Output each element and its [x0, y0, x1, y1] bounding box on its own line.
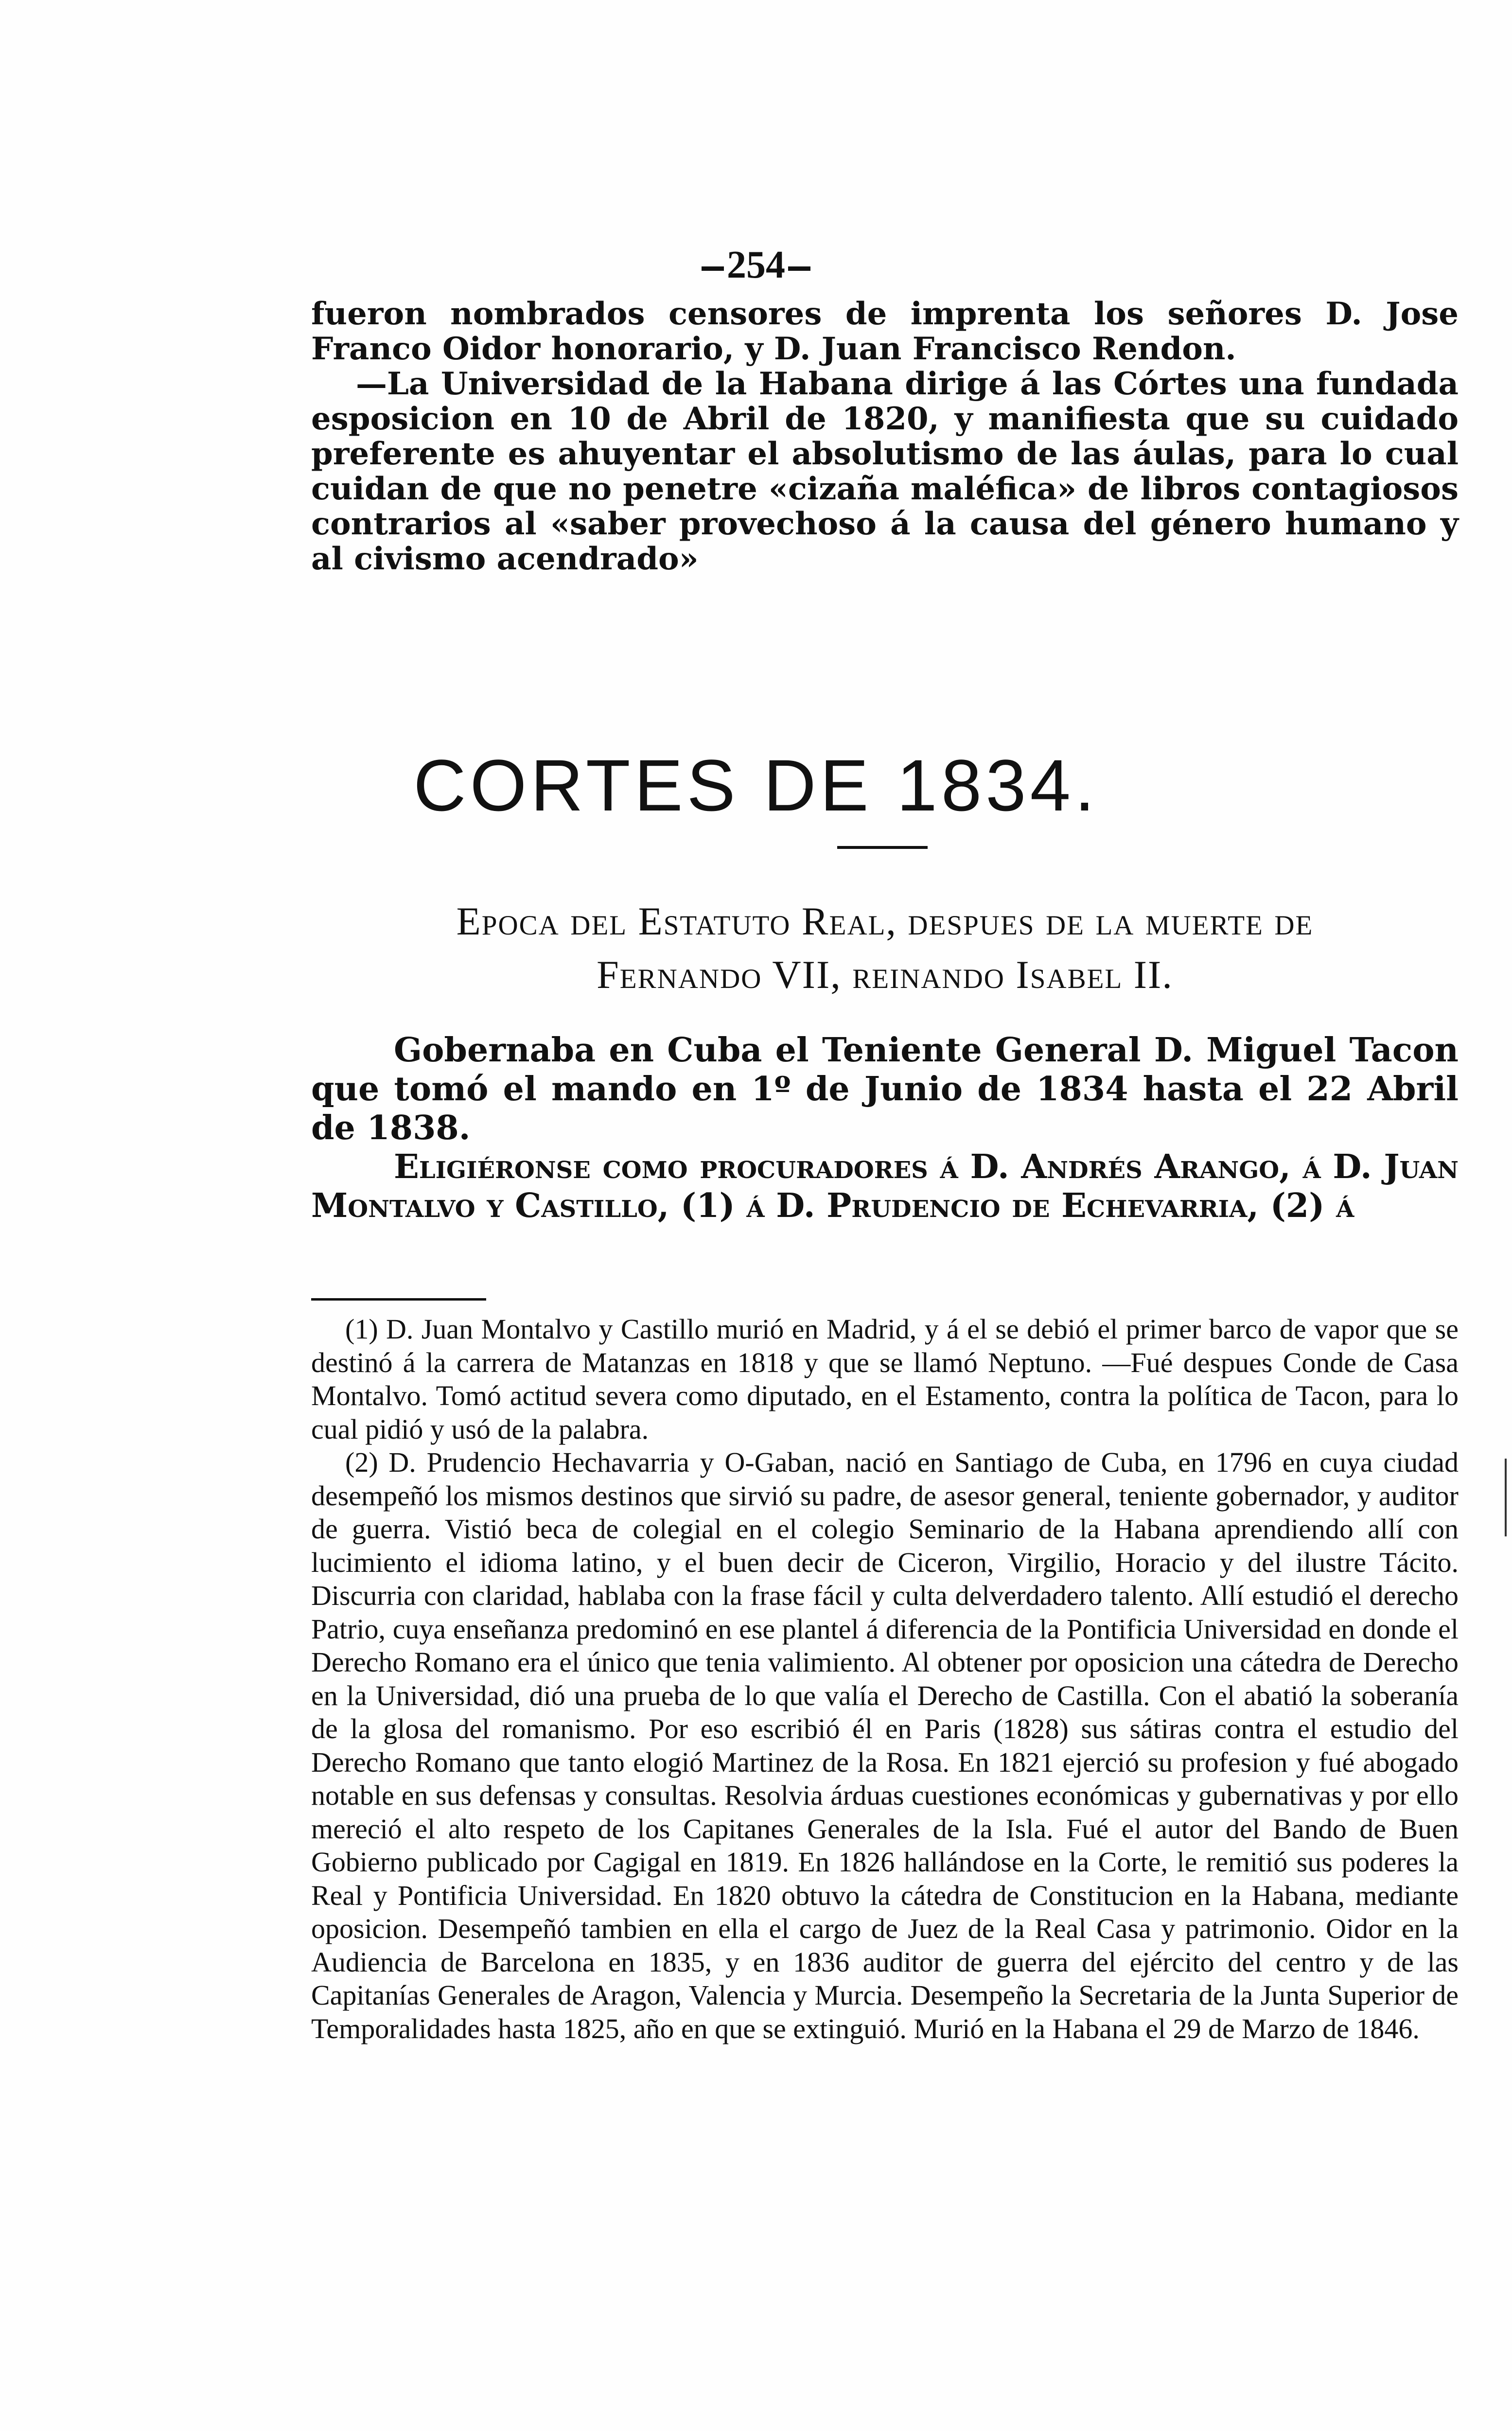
body-paragraph-2: Eligiéronse como procuradores á D. Andrés Arango, á D. Juan Montalvo y Castillo, (1) á D. Prudencio de Echevarria, (2) á	[311, 1147, 1459, 1225]
intro-paragraph-2: —La Universidad de la Habana dirige á las Córtes una fundada esposicion en 10 de Abril de 1820, y manifiesta que su cuidado preferente es ahuyentar el absolutismo de las áulas, para lo cual cuidan de que no penetre «cizaña maléfica» de libros contagiosos contrarios al «saber provechoso á la causa del género humano y al civismo acendrado»	[311, 366, 1459, 577]
footnote-divider	[311, 1298, 486, 1301]
section-title: CORTES DE 1834.	[413, 744, 1099, 826]
intro-paragraph-1: fueron nombrados censores de imprenta los señores D. Jose Franco Oidor honorario, y D. Juan Francisco Rendon.	[311, 296, 1459, 367]
title-divider	[837, 846, 928, 849]
epoch-line-1: Epoca del Estatuto Real, despues de la muerte de	[456, 899, 1314, 943]
footnote-1: (1) D. Juan Montalvo y Castillo murió en Madrid, y á el se debió el primer barco de vapor que se destinó á la carrera de Matanzas en 1818 y que se llamó Neptuno. —Fué despues Conde de Casa Montalvo. Tomó actitud severa como diputado, en el Estamento, contra la política de Tacon, para lo cual pidió y usó de la palabra.	[311, 1313, 1459, 1445]
body-text	[311, 1031, 1459, 1225]
intro-text	[311, 297, 1459, 577]
margin-mark	[1505, 1459, 1507, 1536]
footnotes	[311, 1313, 1459, 2045]
body-paragraph-1: Gobernaba en Cuba el Teniente General D. Miguel Tacon que tomó el mando en 1º de Junio de 1834 hasta el 22 Abril de 1838.	[311, 1031, 1459, 1147]
footnote-2: (2) D. Prudencio Hechavarria y O-Gaban, nació en Santiago de Cuba, en 1796 en cuya ciudad desempeñó los mismos destinos que sirvió su padre, de asesor general, teniente gobernador, y auditor de guerra. Vistió beca de colegial en el colegio Seminario de la Habana aprendiendo allí con lucimiento el idioma latino, y el buen decir de Ciceron, Virgilio, Horacio y del ilustre Tácito. Discurria con claridad, hablaba con la frase fácil y culta delverdadero talento. Allí estudió el derecho Patrio, cuya enseñanza predominó en ese plantel á diferencia de la Pontificia Universidad en donde el Derecho Romano era el único que tenia valimiento. Al obtener por oposicion una cátedra de Derecho en la Universidad, dió una prueba de lo que valía el Derecho de Castilla. Con el abatió la soberanía de la glosa del romanismo. Por eso escribió él en Paris (1828) sus sátiras contra el estudio del Derecho Romano que tanto elogió Martinez de la Rosa. En 1821 ejerció su profesion y fué abogado notable en sus defensas y consultas. Resolvia árduas cuestiones económicas y gubernativas y por ello mereció el alto respeto de los Capitanes Generales de la Isla. Fué el autor del Bando de Buen Gobierno publicado por Cagigal en 1819. En 1826 hallándose en la Corte, le remitió sus poderes la Real y Pontificia Universidad. En 1820 obtuvo la cátedra de Constitucion en la Habana, mediante oposicion. Desempeñó tambien en ella el cargo de Juez de la Real Casa y patrimonio. Oidor en la Audiencia de Barcelona en 1835, y en 1836 auditor de guerra del ejército del centro y de las Capitanías Generales de Aragon, Valencia y Murcia. Desempeño la Secretaria de la Junta Superior de Temporalidades hasta 1825, año en que se extinguió. Murió en la Habana el 29 de Marzo de 1846.	[311, 1446, 1459, 2044]
page-number: 254	[0, 243, 1512, 287]
epoch-subtitle	[311, 895, 1459, 1002]
epoch-line-2: Fernando VII, reinando Isabel II.	[597, 952, 1173, 997]
